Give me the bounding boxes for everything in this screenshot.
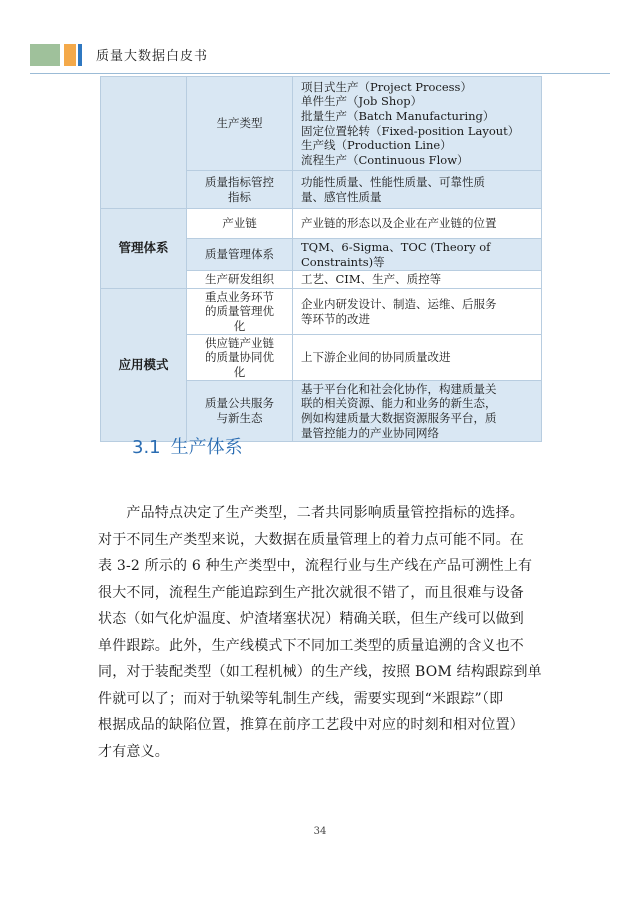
paragraph-line: 才有意义。 [98,743,169,760]
subcategory-cell: 生产类型 [187,77,293,171]
description-cell: 工艺、CIM、生产、质控等 [293,271,542,289]
description-cell: TQM、6-Sigma、TOC (Theory of Constraints)等 [293,239,542,271]
subcategory-cell: 质量管理体系 [187,239,293,271]
category-cell: 应用模式 [101,289,187,442]
paragraph-line: 件就可以了；而对于轨梁等轧制生产线，需要实现到“米跟踪”（即 [98,690,504,707]
paragraph-line: 同，对于装配类型（如工程机械）的生产线，按照 BOM 结构跟踪到单 [98,664,542,680]
category-cell [101,77,187,209]
table-row [101,77,542,171]
paragraph-line: 根据成品的缺陷位置，推算在前序工艺段中对应的时刻和相对位置） [98,717,524,733]
table-row [101,209,542,239]
description-cell: 上下游企业间的协同质量改进 [293,335,542,381]
paragraph-line: 产品特点决定了生产类型，二者共同影响质量管控指标的选择。 [98,505,524,521]
paragraph-line: 表 3-2 所示的 6 种生产类型中，流程行业与生产线在产品可溯性上有 [98,558,533,574]
description-cell: 产业链的形态以及企业在产业链的位置 [293,209,542,239]
subcategory-cell: 重点业务环节 的质量管理优 化 [187,289,293,335]
classification-table [100,76,542,442]
category-cell: 管理体系 [101,209,187,289]
description-cell: 项目式生产（Project Process） 单件生产（Job Shop） 批量生产（Batch Manufacturing） 固定位置轮转（Fixed-position Layout） 生产线（Production Line） 流程生产（Continuous Flow） [293,77,542,171]
header-orange-block [64,44,76,66]
header-blue-bar [78,44,82,66]
description-cell: 基于平台化和社会化协作，构建质量关 联的相关资源、能力和业务的新生态， 例如构建质量大数据资源服务平台，质 量管控能力的产业协同网络 [293,381,542,442]
paragraph-line: 对于不同生产类型来说，大数据在质量管理上的着力点可能不同。在 [98,531,524,548]
page-header [30,44,610,66]
subcategory-cell: 质量指标管控 指标 [187,171,293,209]
body-paragraph [98,500,554,765]
paragraph-line: 很大不同，流程生产能追踪到生产批次就很不错了，而且很难与设备 [98,584,524,601]
section-number: 3.1 [132,437,161,458]
page-number: 34 [313,826,327,837]
header-rule [30,73,610,74]
header-title: 质量大数据白皮书 [96,49,209,64]
paragraph-line: 单件跟踪。此外，生产线模式下不同加工类型的质量追溯的含义也不 [98,637,524,654]
subcategory-cell: 质量公共服务 与新生态 [187,381,293,442]
header-green-block [30,44,60,66]
section-title: 生产体系 [170,437,243,458]
subcategory-cell: 生产研发组织 [187,271,293,289]
subcategory-cell: 产业链 [187,209,293,239]
subcategory-cell: 供应链产业链 的质量协同优 化 [187,335,293,381]
paragraph-line: 状态（如气化炉温度、炉渣堵塞状况）精确关联，但生产线可以做到 [98,611,524,627]
description-cell: 企业内研发设计、制造、运维、后服务 等环节的改进 [293,289,542,335]
table-row [101,289,542,335]
section-heading [132,433,243,459]
description-cell: 功能性质量、性能性质量、可靠性质 量、感官性质量 [293,171,542,209]
